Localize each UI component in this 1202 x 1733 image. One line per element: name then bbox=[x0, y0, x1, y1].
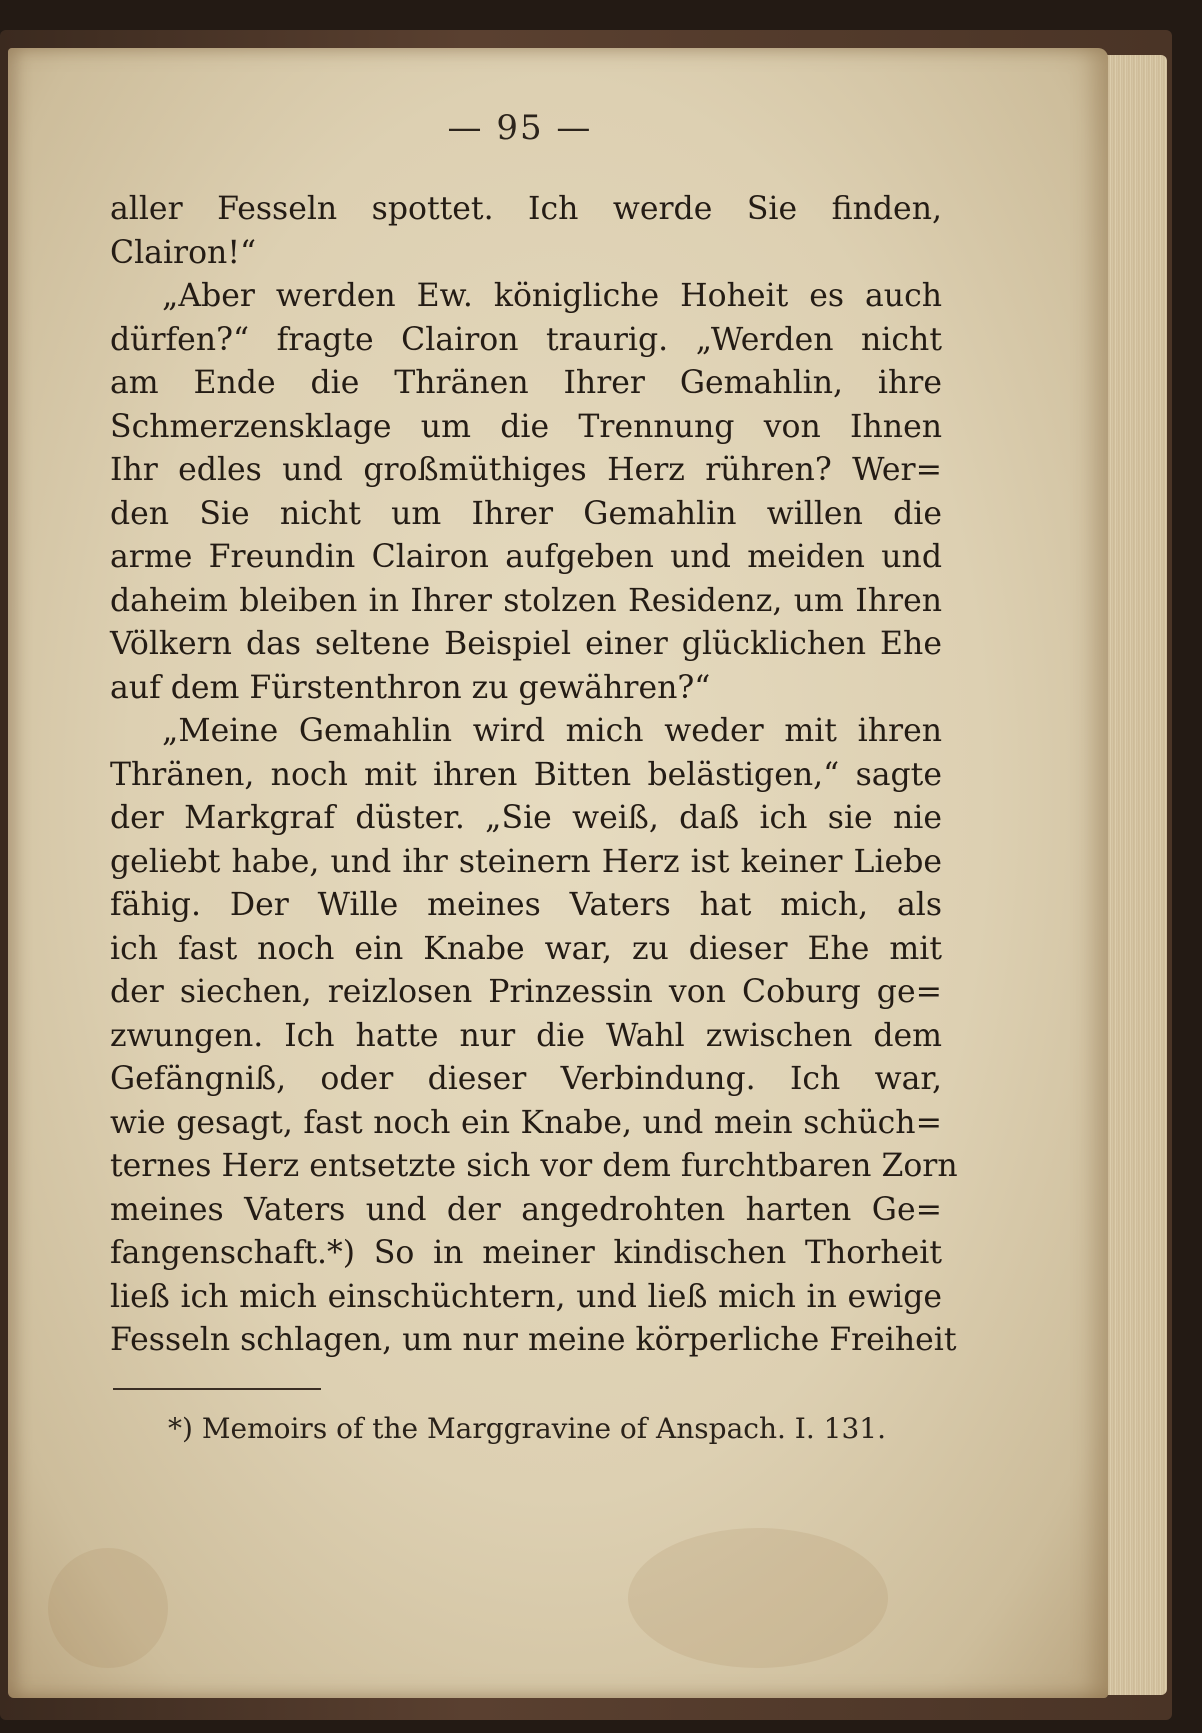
text-line: Völkern das seltene Beispiel einer glücklichen Ehe bbox=[110, 626, 942, 662]
text-line: Clairon!“ bbox=[110, 234, 257, 271]
text-line: fähig. Der Wille meines Vaters hat mich, als bbox=[110, 887, 942, 923]
text-line: den Sie nicht um Ihrer Gemahlin willen die bbox=[110, 495, 942, 532]
footnote: *) Memoirs of the Marggravine of Anspach. I. 131. bbox=[168, 1412, 886, 1445]
text-line: Gefängniß, oder dieser Verbindung. Ich war, bbox=[110, 1061, 942, 1097]
text-line: ternes Herz entsetzte sich vor dem furchtbaren Zorn bbox=[110, 1148, 958, 1184]
text-line: Ihr edles und großmüthiges Herz rühren? Wer= bbox=[110, 452, 942, 488]
text-line: meines Vaters und der angedrohten harten Ge= bbox=[110, 1191, 942, 1228]
paper-stain bbox=[48, 1548, 168, 1668]
text-line: daheim bleiben in Ihrer stolzen Residenz, um Ihren bbox=[110, 582, 942, 619]
text-line: der Markgraf düster. „Sie weiß, daß ich sie nie bbox=[110, 800, 942, 836]
text-line: am Ende die Thränen Ihrer Gemahlin, ihre bbox=[110, 365, 942, 401]
text-line: „Aber werden Ew. königliche Hoheit es auch bbox=[162, 278, 942, 314]
text-line: ließ ich mich einschüchtern, und ließ mich in ewige bbox=[110, 1278, 942, 1315]
footnote-rule bbox=[113, 1388, 321, 1390]
text-line: Thränen, noch mit ihren Bitten belästigen,“ sagte bbox=[110, 756, 942, 793]
text-line: Schmerzensklage um die Trennung von Ihnen bbox=[110, 408, 942, 445]
body-text bbox=[110, 188, 958, 1363]
text-line: aller Fesseln spottet. Ich werde Sie finden, bbox=[110, 191, 942, 227]
text-line: dürfen?“ fragte Clairon traurig. „Werden nicht bbox=[110, 321, 942, 358]
text-line: Fesseln schlagen, um nur meine körperliche Freiheit bbox=[110, 1322, 957, 1358]
text-line: ich fast noch ein Knabe war, zu dieser Ehe mit bbox=[110, 930, 942, 967]
page-number-header: — 95 — bbox=[447, 108, 593, 148]
text-line: wie gesagt, fast noch ein Knabe, und mein schüch= bbox=[110, 1104, 942, 1141]
text-line: geliebt habe, und ihr steinern Herz ist keiner Liebe bbox=[110, 843, 942, 880]
text-line: auf dem Fürstenthron zu gewähren?“ bbox=[110, 669, 711, 706]
text-line: zwungen. Ich hatte nur die Wahl zwischen dem bbox=[110, 1017, 942, 1054]
text-line: arme Freundin Clairon aufgeben und meiden und bbox=[110, 539, 942, 575]
paper-stain bbox=[628, 1528, 888, 1668]
text-line: fangenschaft.*) So in meiner kindischen Thorheit bbox=[110, 1235, 942, 1271]
text-line: der siechen, reizlosen Prinzessin von Coburg ge= bbox=[110, 974, 942, 1010]
text-line: „Meine Gemahlin wird mich weder mit ihren bbox=[162, 713, 942, 749]
